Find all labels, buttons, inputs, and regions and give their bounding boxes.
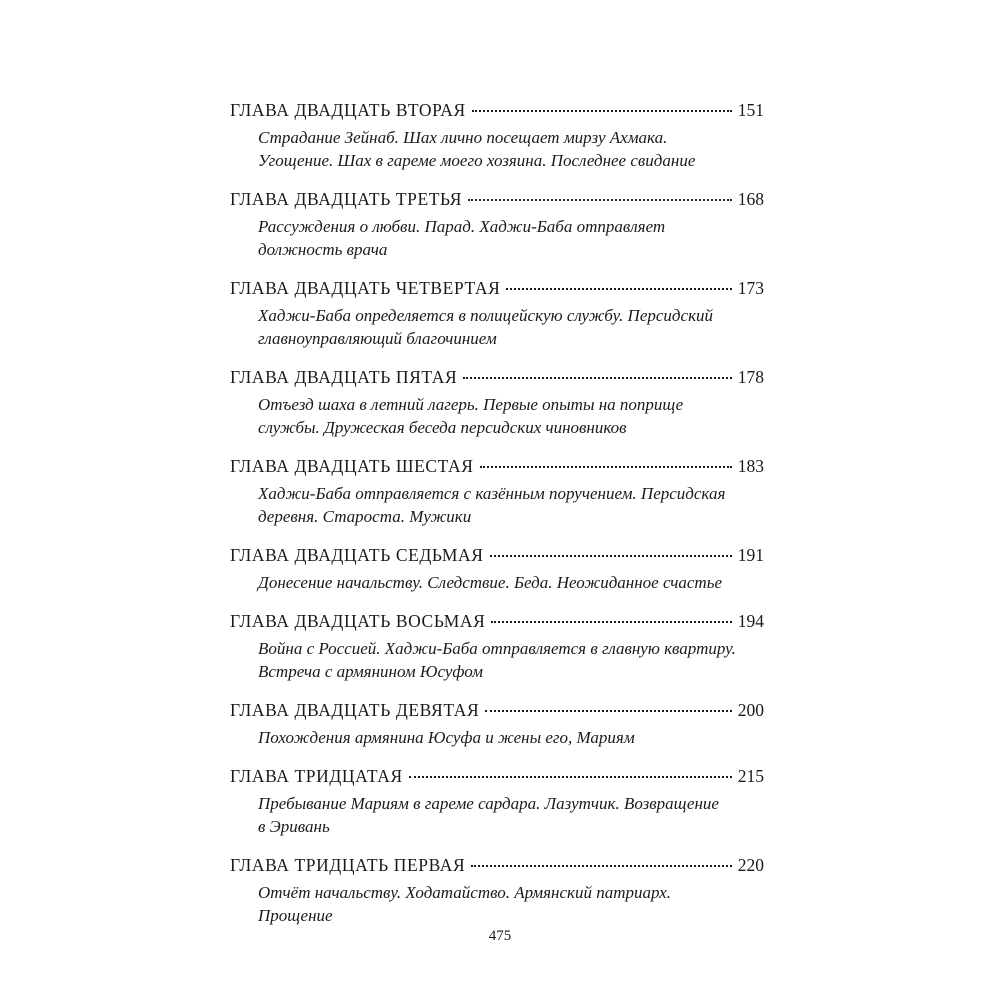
toc-entry-heading	[230, 367, 764, 393]
toc-entry-heading	[230, 189, 764, 215]
chapter-summary	[230, 792, 764, 838]
chapter-title: ГЛАВА ДВАДЦАТЬ ПЯТАЯ	[230, 367, 458, 387]
chapter-summary	[230, 881, 764, 927]
toc-entry	[230, 278, 764, 350]
summary-line: Похождения армянина Юсуфа и жены его, Мариям	[258, 728, 635, 747]
toc-entry	[230, 766, 764, 838]
toc-entry-heading	[230, 855, 764, 881]
toc-entry-heading	[230, 545, 764, 571]
chapter-summary	[230, 637, 764, 683]
summary-line: Прощение	[258, 906, 333, 925]
dot-leader	[506, 288, 731, 290]
chapter-summary	[230, 126, 764, 172]
summary-line: Отъезд шаха в летний лагерь. Первые опыты на поприще	[258, 395, 684, 414]
summary-line: Отчёт начальству. Ходатайство. Армянский патриарх.	[258, 883, 671, 902]
toc-entry	[230, 189, 764, 261]
chapter-summary	[230, 726, 764, 749]
dot-leader	[468, 199, 732, 201]
summary-line: службы. Дружеская беседа персидских чиновников	[258, 418, 627, 437]
chapter-title: ГЛАВА ДВАДЦАТЬ ШЕСТАЯ	[230, 456, 474, 476]
page-number: 200	[737, 700, 764, 720]
summary-line: Угощение. Шах в гареме моего хозяина. Последнее свидание	[258, 151, 696, 170]
summary-line: Страдание Зейнаб. Шах лично посещает мирзу Ахмака.	[258, 128, 668, 147]
chapter-title: ГЛАВА ДВАДЦАТЬ ЧЕТВЕРТАЯ	[230, 278, 501, 298]
page-number: 151	[737, 100, 764, 120]
chapter-summary	[230, 215, 764, 261]
chapter-summary	[230, 304, 764, 350]
page-number: 173	[737, 278, 764, 298]
page-folio-number: 475	[488, 928, 512, 944]
toc-entry-heading	[230, 278, 764, 304]
summary-line: главноуправляющий благочинием	[258, 329, 497, 348]
table-of-contents	[230, 100, 764, 944]
summary-line: должность врача	[258, 240, 388, 259]
chapter-summary	[230, 393, 764, 439]
summary-line: Донесение начальству. Следствие. Беда. Неожиданное счастье	[258, 573, 722, 592]
page-number: 220	[737, 855, 764, 875]
toc-entry-heading	[230, 100, 764, 126]
dot-leader	[491, 621, 731, 623]
chapter-title: ГЛАВА ДВАДЦАТЬ ДЕВЯТАЯ	[230, 700, 480, 720]
page-number: 194	[737, 611, 764, 631]
dot-leader	[472, 110, 732, 112]
page-number: 168	[737, 189, 764, 209]
dot-leader	[409, 776, 732, 778]
toc-entry	[230, 545, 764, 594]
chapter-summary	[230, 482, 764, 528]
summary-line: Пребывание Мариям в гареме сардара. Лазутчик. Возвращение	[258, 794, 719, 813]
chapter-title: ГЛАВА ТРИДЦАТЬ ПЕРВАЯ	[230, 855, 466, 875]
page-number: 183	[737, 456, 764, 476]
dot-leader	[485, 710, 731, 712]
dot-leader	[480, 466, 732, 468]
summary-line: Хаджи-Баба определяется в полицейскую службу. Персидский	[258, 306, 714, 325]
summary-line: Война с Россией. Хаджи-Баба отправляется в главную квартиру.	[258, 639, 736, 658]
summary-line: Хаджи-Баба отправляется с казённым поручением. Персидская	[258, 484, 726, 503]
toc-entry-heading	[230, 456, 764, 482]
toc-entry	[230, 611, 764, 683]
summary-line: Встреча с армянином Юсуфом	[258, 662, 483, 681]
toc-entry-heading	[230, 700, 764, 726]
toc-entry	[230, 367, 764, 439]
dot-leader	[471, 865, 731, 867]
toc-entry	[230, 100, 764, 172]
summary-line: Рассуждения о любви. Парад. Хаджи-Баба отправляет	[258, 217, 666, 236]
toc-entry	[230, 700, 764, 749]
toc-entry-heading	[230, 611, 764, 637]
chapter-title: ГЛАВА ДВАДЦАТЬ ВОСЬМАЯ	[230, 611, 486, 631]
page-number: 178	[737, 367, 764, 387]
page-number: 215	[737, 766, 764, 786]
chapter-summary	[230, 571, 764, 594]
dot-leader	[490, 555, 732, 557]
toc-entry	[230, 456, 764, 528]
summary-line: деревня. Староста. Мужики	[258, 507, 472, 526]
dot-leader	[463, 377, 731, 379]
chapter-title: ГЛАВА ДВАДЦАТЬ СЕДЬМАЯ	[230, 545, 484, 565]
chapter-title: ГЛАВА ДВАДЦАТЬ ВТОРАЯ	[230, 100, 466, 120]
toc-entry-heading	[230, 766, 764, 792]
toc-entry	[230, 855, 764, 927]
summary-line: в Эривань	[258, 817, 330, 836]
chapter-title: ГЛАВА ТРИДЦАТАЯ	[230, 766, 403, 786]
page-number: 191	[737, 545, 764, 565]
chapter-title: ГЛАВА ДВАДЦАТЬ ТРЕТЬЯ	[230, 189, 463, 209]
